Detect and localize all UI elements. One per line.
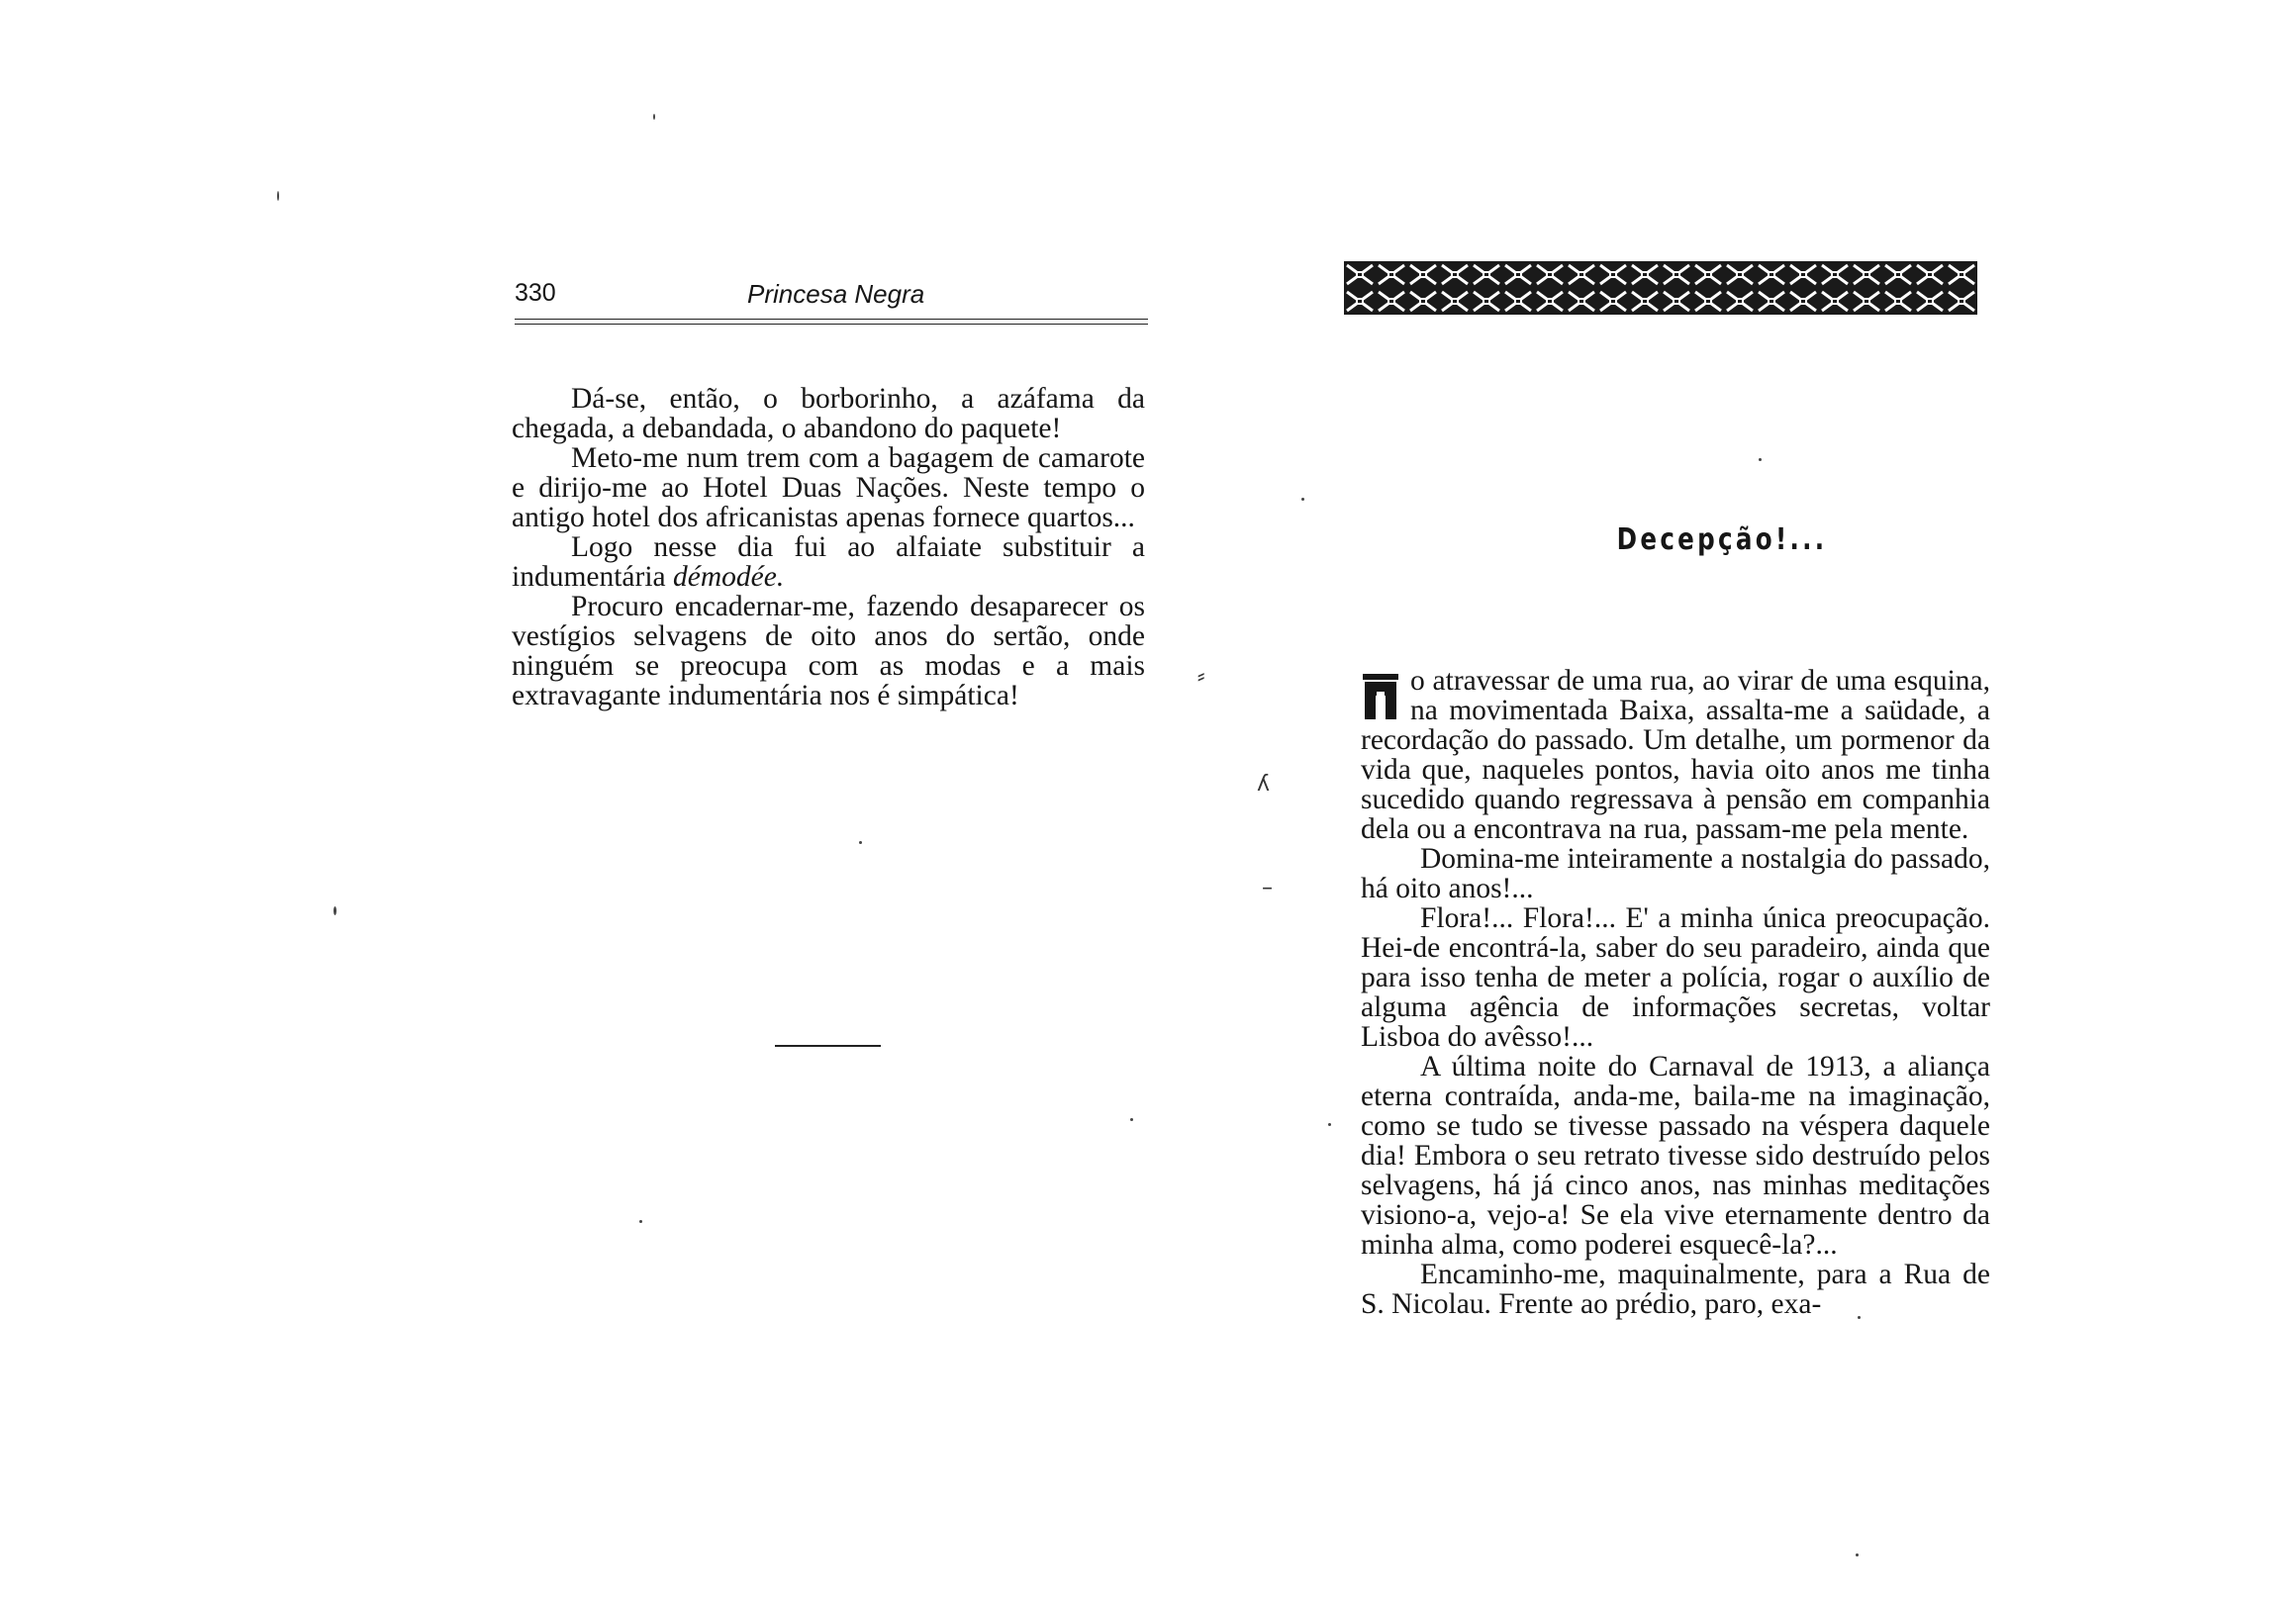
scan-speck (1328, 1123, 1331, 1126)
end-of-chapter-rule (775, 1045, 881, 1047)
header-rule (515, 319, 1148, 320)
scan-speck (1759, 458, 1762, 461)
italic-word: démodée. (673, 561, 785, 593)
scan-speck (1856, 1553, 1859, 1556)
ornamental-border (1344, 261, 1977, 315)
page-number: 330 (515, 279, 556, 307)
right-page (1197, 0, 2296, 1599)
paragraph (512, 532, 1145, 592)
scan-speck (1301, 498, 1304, 501)
scan-speck (639, 1220, 642, 1223)
paragraph: Procuro encadernar-me, fazendo desaparecer os vestígios selvagens de oito anos do sertão, onde ninguém se preocupa com as modas e a mais extravagante indumentária nos é simpática! (512, 591, 1145, 711)
paragraph: Meto-me num trem com a bagagem de camarote e dirijo-me ao Hotel Duas Nações. Neste tempo o antigo hotel dos africanistas apenas fornece quartos... (512, 442, 1145, 533)
running-header (515, 279, 1148, 319)
gutter-mark: ʎ (1257, 772, 1271, 797)
scan-speck (277, 191, 279, 201)
opening-text: o atravessar de uma rua, ao virar de uma esquina, na movimentada Baixa, assalta-me a saüdade, a recordação do passado. Um detalhe, um pormenor da vida que, naqueles pontos, havia oito anos me tinha sucedido quando regressava à pensão em companhia dela ou a encontrava na rua, passam-me pela mente. (1361, 665, 1990, 845)
scan-speck (1130, 1118, 1133, 1121)
header-rule-thin (515, 324, 1148, 325)
paragraph: Dá-se, então, o borborinho, a azáfama da chegada, a debandada, o abandono do paquete! (512, 383, 1145, 444)
running-title: Princesa Negra (747, 279, 925, 309)
paragraph: A última noite do Carnaval de 1913, a aliança eterna contraída, anda-me, baila-me na imaginação, como se tudo se tivesse passado na véspera daquele dia! Embora o seu retrato tivesse sido destruído pelos selvagens, há já cinco anos, nas minhas meditações visiono-a, vejo-a! Se ela vive eternamente dentro da minha alma, como poderei esquecê-la?... (1361, 1051, 1990, 1261)
gutter-mark: ⸗ (1197, 664, 1205, 689)
paragraph-text: Logo nesse dia fui ao alfaiate substituir a indumentária (512, 531, 1145, 593)
opening-paragraph (1361, 666, 1990, 844)
scan-speck (1858, 1316, 1861, 1319)
right-body-text (1361, 666, 1990, 1319)
scan-speck (653, 114, 655, 120)
left-body-text (512, 384, 1145, 710)
gutter-mark: – (1262, 876, 1273, 900)
paragraph: Domina-me inteiramente a nostalgia do passado, há oito anos!... (1361, 843, 1990, 904)
drop-cap (1361, 672, 1400, 721)
scan-speck (859, 841, 862, 844)
paragraph: Encaminho-me, maquinalmente, para a Rua de S. Nicolau. Frente ao prédio, paro, exa- (1361, 1259, 1990, 1320)
paragraph: Flora!... Flora!... E' a minha única preocupação. Hei-de encontrá-la, saber do seu paradeiro, ainda que para isso tenha de meter a polícia, rogar o auxílio de alguma agência de informações secretas, voltar Lisboa do avêsso!... (1361, 902, 1990, 1053)
chapter-title: Decepção!... (1616, 522, 1828, 557)
scan-speck (334, 906, 336, 915)
